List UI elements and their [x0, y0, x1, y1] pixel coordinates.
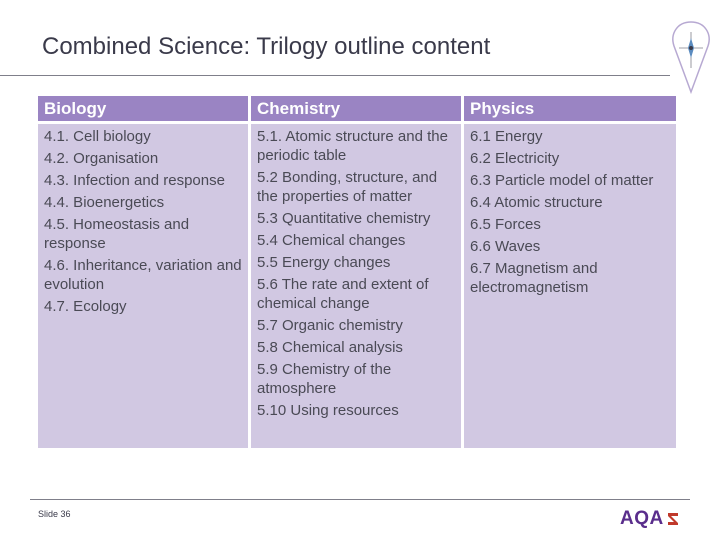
- list-item: 5.8 Chemical analysis: [257, 339, 403, 356]
- column-body: [38, 124, 248, 448]
- list-item: 5.3 Quantitative chemistry: [257, 210, 431, 227]
- column-biology: [38, 96, 248, 448]
- slide-title: Combined Science: Trilogy outline content: [42, 33, 491, 60]
- list-item: 4.2. Organisation: [44, 150, 159, 167]
- column-physics: [464, 96, 676, 448]
- list-item: 6.2 Electricity: [470, 150, 560, 167]
- column-header: Physics: [464, 96, 676, 121]
- compass-icon: [666, 18, 716, 96]
- column-body: [251, 124, 461, 448]
- column-body: [464, 124, 676, 448]
- list-item: 5.1. Atomic structure and the periodic table: [257, 128, 448, 164]
- list-item: 5.6 The rate and extent of chemical change: [257, 276, 429, 312]
- list-item: 6.4 Atomic structure: [470, 194, 603, 211]
- list-item: 5.7 Organic chemistry: [257, 317, 403, 334]
- list-item: 4.1. Cell biology: [44, 128, 151, 145]
- aqa-logo: [620, 508, 680, 530]
- list-item: 5.4 Chemical changes: [257, 232, 406, 249]
- logo-text: AQA: [620, 508, 664, 529]
- list-item: 5.5 Energy changes: [257, 254, 391, 271]
- outline-table: [38, 96, 676, 448]
- list-item: 5.10 Using resources: [257, 402, 399, 419]
- list-item: 6.3 Particle model of matter: [470, 172, 654, 189]
- slide-number: Slide 36: [38, 509, 71, 519]
- list-item: 6.6 Waves: [470, 238, 541, 255]
- footer-divider: [30, 499, 690, 500]
- list-item: 6.7 Magnetism and electromagnetism: [470, 260, 598, 296]
- list-item: 4.4. Bioenergetics: [44, 194, 165, 211]
- title-divider: [0, 75, 670, 76]
- list-item: 5.9 Chemistry of the atmosphere: [257, 361, 392, 397]
- list-item: 6.5 Forces: [470, 216, 541, 233]
- aqa-logo-mark-icon: [666, 511, 680, 527]
- list-item: 4.7. Ecology: [44, 298, 127, 315]
- list-item: 4.3. Infection and response: [44, 172, 225, 189]
- column-header: Chemistry: [251, 96, 461, 121]
- column-header: Biology: [38, 96, 248, 121]
- list-item: 4.6. Inheritance, variation and evolution: [44, 257, 242, 293]
- column-chemistry: [251, 96, 461, 448]
- list-item: 5.2 Bonding, structure, and the properties of matter: [257, 169, 438, 205]
- list-item: 6.1 Energy: [470, 128, 543, 145]
- list-item: 4.5. Homeostasis and response: [44, 216, 190, 252]
